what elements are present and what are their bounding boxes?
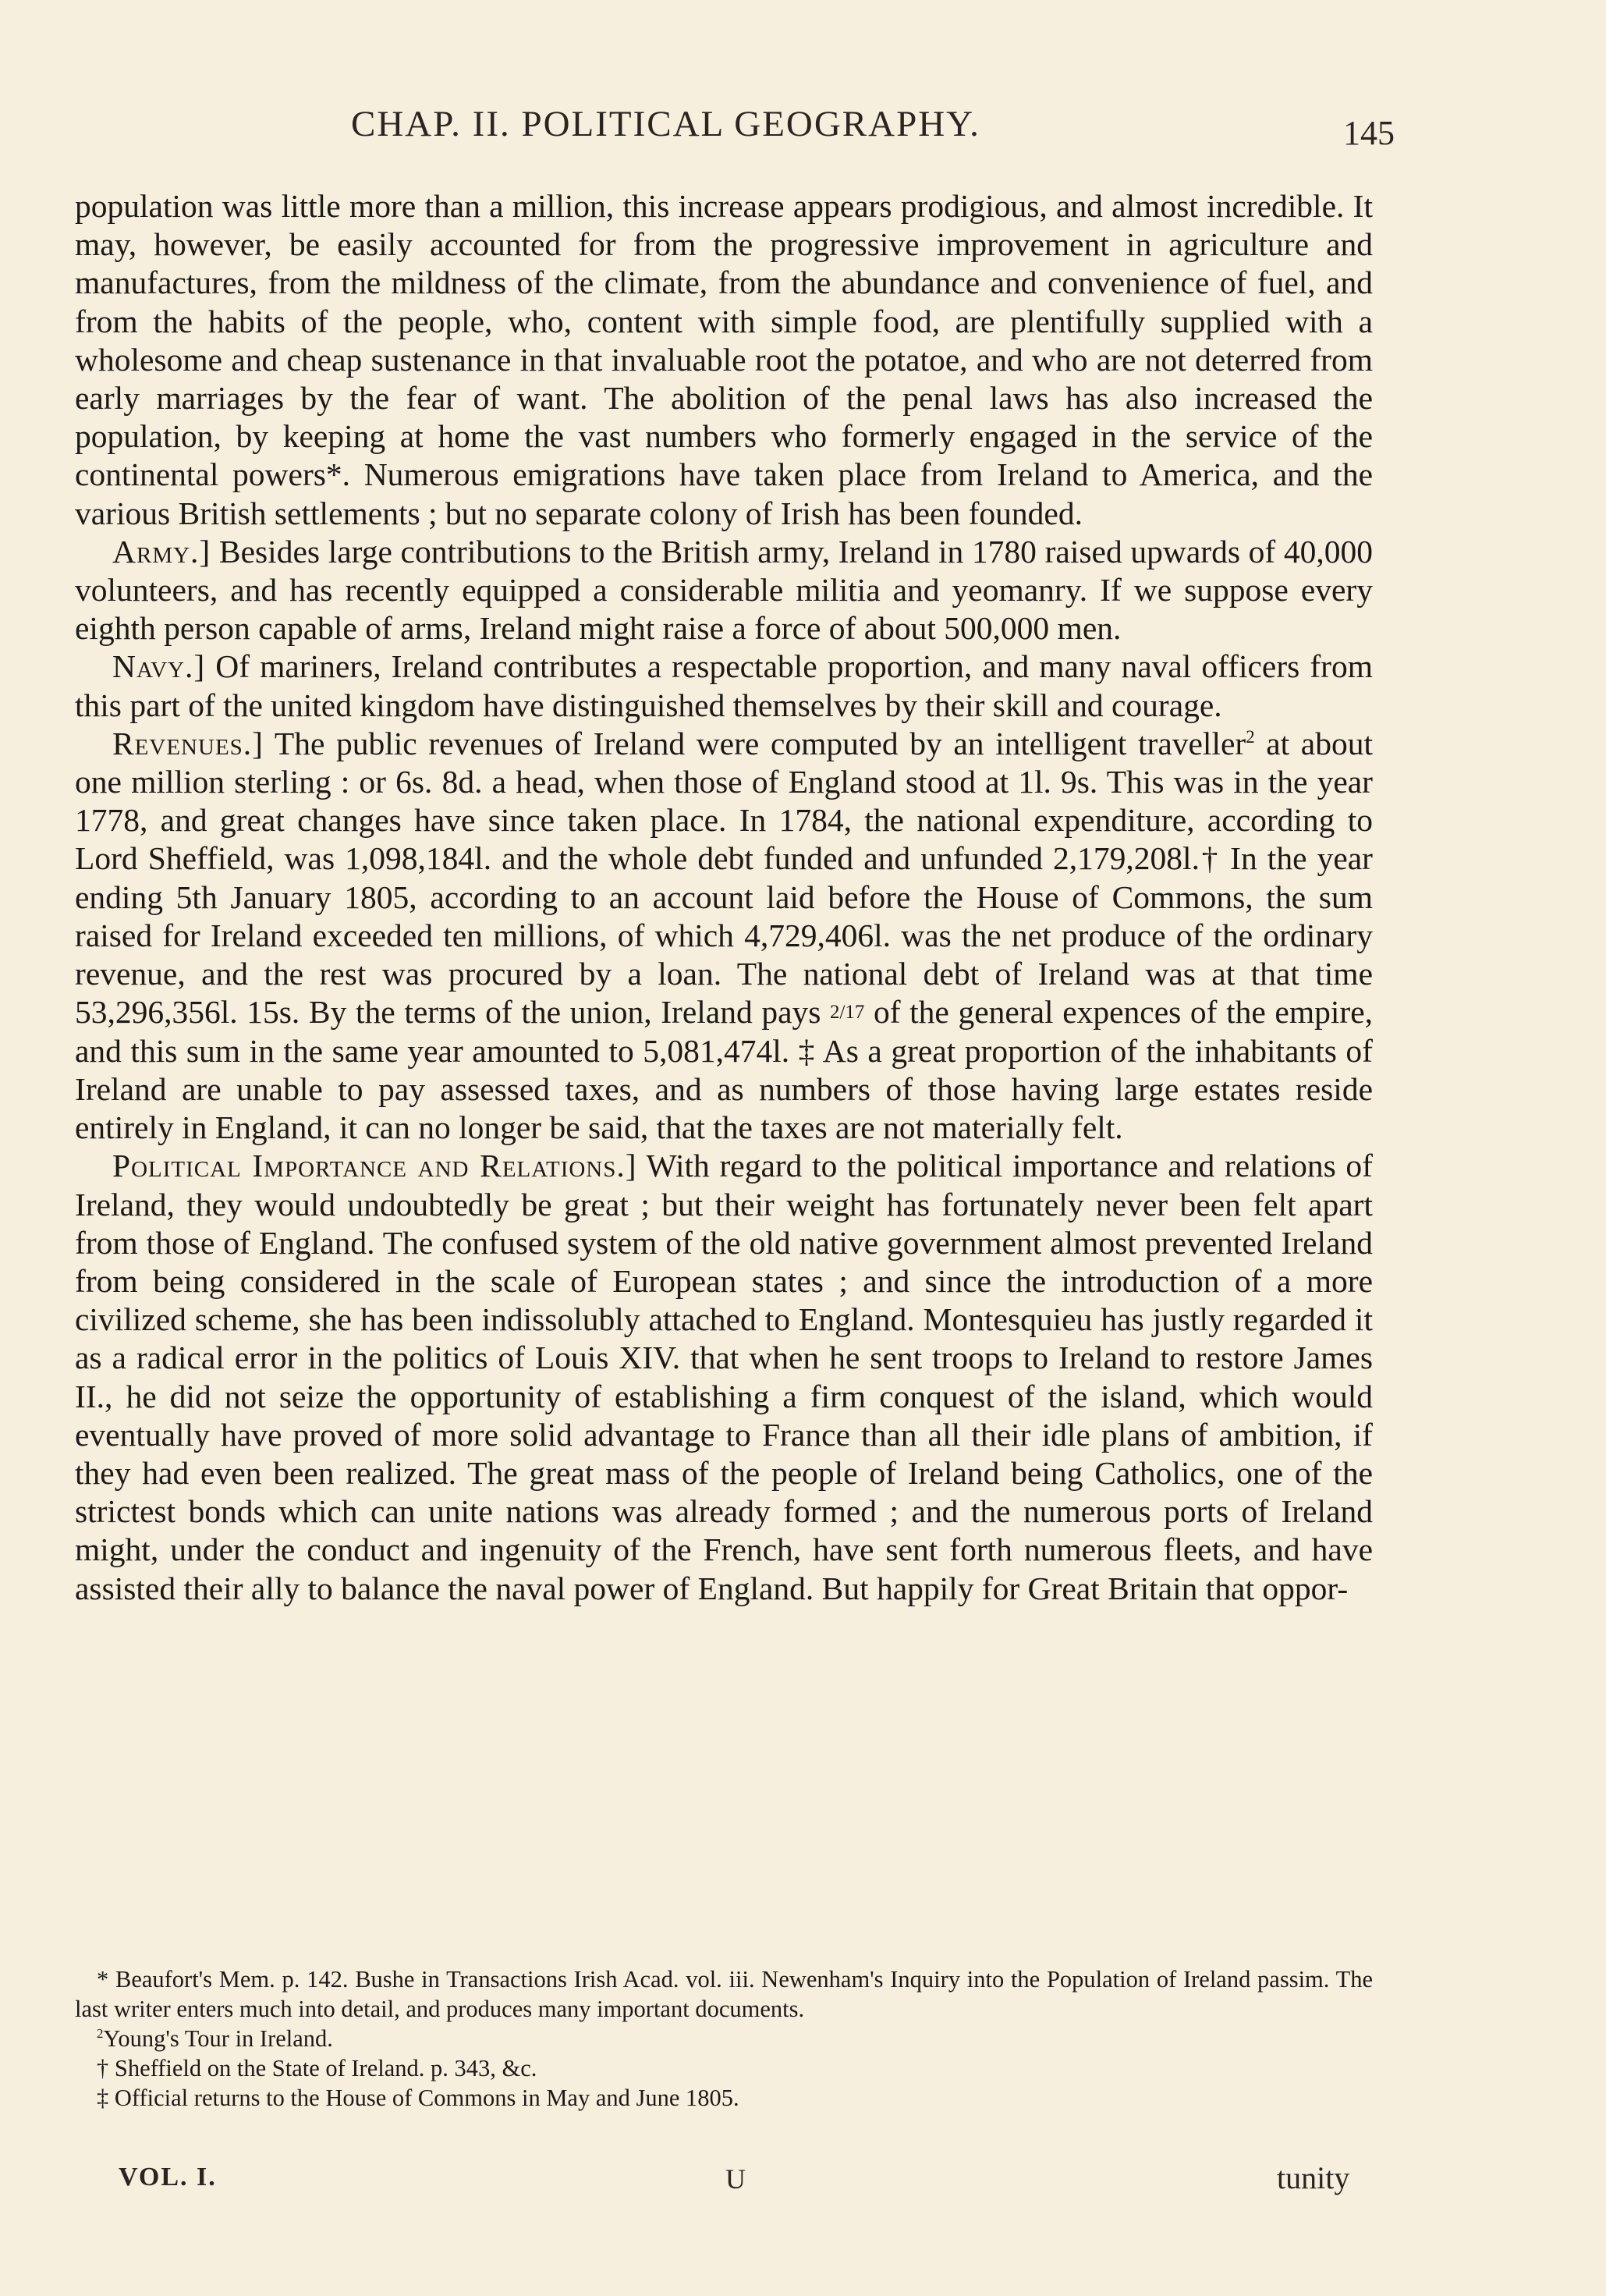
fraction-share: 2/17 — [830, 1002, 865, 1024]
revenues-text-1: The public revenues of Ireland were computed by an intelligent traveller — [274, 725, 1246, 761]
footnote-2-mark: 2 — [97, 2025, 104, 2041]
paragraph-army — [75, 533, 1373, 648]
section-head-revenues: Revenues.] — [112, 725, 264, 761]
body-text — [75, 187, 1373, 1608]
paragraph-revenues — [75, 725, 1373, 1147]
army-text: Besides large contributions to the British army, Ireland in 1780 raised upwards of 40,000 volunteers, and has recently equipped a considerable militia and yeomanry. If we suppose every eighth person capable of arms, Ireland might raise a force of about 500,000 men. — [75, 533, 1373, 647]
page-number: 145 — [1343, 114, 1395, 152]
revenues-text-3: of the general expences of the empire, and this sum in the same year amounted to 5,081,474l. ‡ As a great proportion of the inhabitants of Ireland are unable to pay assessed taxes, and as numbers of those having large estates reside entirely in England, it can no longer be said, that the taxes are not materially felt. — [75, 994, 1374, 1146]
footnote-star: * Beaufort's Mem. p. 142. Bushe in Transactions Irish Acad. vol. iii. Newenham's Inquiry into the Population of Ireland passim. The last writer enters much into detail, and produces many important documents. — [75, 1966, 1373, 2022]
sheet-signature-mark: U — [725, 2163, 746, 2195]
section-head-navy: Navy.] — [112, 648, 206, 685]
navy-text: Of mariners, Ireland contributes a respectable proportion, and many naval officers from this part of the united kingdom have distinguished themselves by their skill and courage. — [75, 648, 1374, 723]
footnote-2-text: Young's Tour in Ireland. — [103, 2025, 333, 2052]
political-text: With regard to the political importance and relations of Ireland, they would undoubtedly be great ; but their weight has fortunately never been felt apart from those of England. The confused system of the old native government almost prevented Ireland from being considered in the scale of European states ; and since the introduction of a more civilized scheme, she has been indissolubly attached to England. Montesquieu has justly regarded it as a radical error in the politics of Louis XIV. that when he sent troops to Ireland to restore James II., he did not seize the opportunity of establishing a firm conquest of the island, which would eventually have proved of more solid advantage to France than all their idle plans of ambition, if they had even been realized. The great mass of the people of Ireland being Catholics, one of the strictest bonds which can unite nations was already formed ; and the numerous ports of Ireland might, under the conduct and ingenuity of the French, have sent forth numerous fleets, and have assisted their ally to balance the naval power of England. But happily for Great Britain that oppor- — [75, 1148, 1373, 1606]
footnotes — [75, 1964, 1373, 2113]
volume-signature: VOL. I. — [119, 2163, 217, 2191]
footnote-ref-2: 2 — [1246, 727, 1255, 747]
section-head-army: Army.] — [112, 533, 211, 570]
running-head: CHAP. II. POLITICAL GEOGRAPHY. — [351, 104, 980, 144]
paragraph-population: population was little more than a million, this increase appears prodigious, and almost incredible. It may, however, be easily accounted for from the progressive improvement in agriculture and manufactures, from the mildness of the climate, from the abundance and convenience of fuel, and from the habits of the people, who, content with simple food, are plentifully supplied with a wholesome and cheap sustenance in that invaluable root the potatoe, and who are not deterred from early marriages by the fear of want. The abolition of the penal laws has also increased the population, by keeping at home the vast numbers who formerly engaged in the service of the continental powers*. Numerous emigrations have taken place from Ireland to America, and the various British settlements ; but no separate colony of Irish has been founded. — [75, 188, 1373, 531]
revenues-text-2: at about one million sterling : or 6s. 8d. a head, when those of England stood at 1l. 9s. This was in the year 1778, and great changes have since taken place. In 1784, the national expenditure, according to Lord Sheffield, was 1,098,184l. and the whole debt funded and unfunded 2,179,208l.† In the year ending 5th January 1805, according to an account laid before the House of Commons, the sum raised for Ireland exceeded ten millions, of which 4,729,406l. was the net produce of the ordinary revenue, and the rest was procured by a loan. The national debt of Ireland was at that time 53,296,356l. 15s. By the terms of the union, Ireland pays — [75, 725, 1373, 1031]
footnote-dagger: † Sheffield on the State of Ireland. p. 343, &c. — [97, 2055, 537, 2081]
section-head-political: Political Importance and Relations.] — [112, 1148, 637, 1184]
catchword: tunity — [1277, 2160, 1350, 2195]
paragraph-navy — [75, 648, 1373, 724]
paragraph-political — [75, 1147, 1373, 1607]
footnote-2 — [75, 2024, 1373, 2053]
footnote-double-dagger: ‡ Official returns to the House of Commons in May and June 1805. — [97, 2085, 739, 2111]
